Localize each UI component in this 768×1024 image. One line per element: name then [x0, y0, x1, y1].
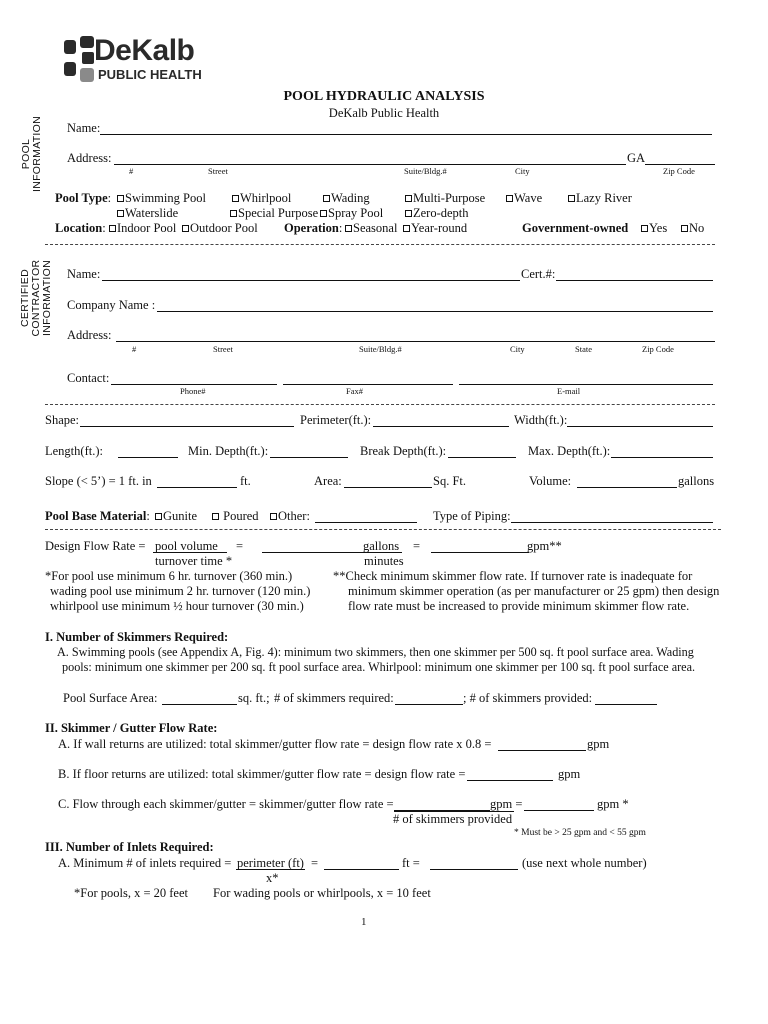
piping-label: Type of Piping:	[433, 509, 511, 523]
contact-phone-field[interactable]	[111, 384, 277, 385]
section2-c-unit: gpm *	[597, 797, 629, 811]
contractor-addr-sub-city: City	[510, 344, 525, 354]
govt-yes[interactable]	[641, 221, 667, 235]
checkbox-icon[interactable]	[681, 225, 688, 232]
base-poured-label: Poured	[223, 509, 259, 523]
contractor-addr-sub-state: State	[575, 344, 592, 354]
contractor-name-label: Name:	[67, 267, 101, 281]
checkbox-icon[interactable]	[405, 210, 412, 217]
skimmers-required-label: # of skimmers required:	[274, 691, 394, 705]
section3-fraction-bar	[236, 869, 305, 870]
length-label: Length(ft.):	[45, 444, 103, 458]
govt-label: Government-owned	[522, 221, 629, 235]
skimmers-required-field[interactable]	[395, 704, 463, 705]
section3-ft-eq: ft =	[402, 856, 420, 870]
flow-note-left-2: wading pool use minimum 2 hr. turnover (120 min.)	[50, 584, 311, 598]
pool-type-multipurpose-label: Multi-Purpose	[413, 191, 486, 205]
section2-c: C. Flow through each skimmer/gutter = skimmer/gutter flow rate =	[58, 797, 394, 811]
pool-type-special-label: Special Purpose	[238, 206, 319, 220]
pool-state: GA	[627, 151, 646, 165]
section3-equals: =	[311, 856, 319, 870]
section2-c-note: * Must be > 25 gpm and < 55 gpm	[514, 828, 646, 838]
contractor-name-field[interactable]	[102, 280, 520, 281]
location-label-text: Location	[55, 221, 103, 235]
contact-email-field[interactable]	[459, 384, 713, 385]
flow-gallons: gallons	[363, 539, 400, 553]
checkbox-icon[interactable]	[345, 225, 352, 232]
location-label: Location:	[55, 221, 106, 235]
pool-type-spray-label: Spray Pool	[328, 206, 384, 220]
section3-heading: III. Number of Inlets Required:	[45, 840, 214, 854]
section1-heading: I. Number of Skimmers Required:	[45, 630, 229, 644]
pool-address-field[interactable]	[114, 164, 626, 165]
flow-gallons-bar	[362, 552, 402, 553]
flow-numerator: pool volume	[155, 539, 218, 553]
operation-seasonal[interactable]	[345, 221, 397, 235]
checkbox-icon[interactable]	[109, 225, 116, 232]
page-number: 1	[361, 916, 367, 928]
pool-type-whirlpool[interactable]	[232, 191, 291, 205]
flow-equals: =	[236, 539, 244, 553]
slope-field[interactable]	[157, 487, 237, 488]
section3-note-wading: For wading pools or whirlpools, x = 10 feet	[213, 886, 431, 900]
section1-text-2: pools: minimum one skimmer per 200 sq. ft pool surface area. Whirlpool: minimum one skimmer per 100 sq. ft pool surface area.	[62, 660, 696, 674]
pool-type-special[interactable]	[230, 206, 318, 220]
contractor-cert-label: Cert.#:	[521, 267, 556, 281]
section2-a: A. If wall returns are utilized: total skimmer/gutter flow rate = design flow rate x 0.8 =	[58, 737, 492, 751]
volume-label: Volume:	[529, 474, 572, 488]
base-gunite-label: Gunite	[163, 509, 198, 523]
checkbox-icon[interactable]	[568, 195, 575, 202]
contact-label: Contact:	[67, 371, 110, 385]
max-depth-field[interactable]	[611, 457, 713, 458]
checkbox-icon[interactable]	[506, 195, 513, 202]
contact-fax-field[interactable]	[283, 384, 453, 385]
pool-addr-sub-zip: Zip Code	[663, 166, 695, 176]
logo-name: DeKalb	[94, 34, 195, 67]
break-depth-label: Break Depth(ft.):	[360, 444, 447, 458]
flow-minutes: minutes	[364, 554, 404, 568]
base-other-label: Other:	[278, 509, 310, 523]
side-label-contractor-line1: CERTIFIED	[19, 269, 31, 327]
contact-sub-fax: Fax#	[346, 386, 363, 396]
flow-note-left-1: *For pool use minimum 6 hr. turnover (360 min.)	[45, 569, 293, 583]
volume-unit: gallons	[678, 474, 715, 488]
divider	[45, 529, 721, 530]
checkbox-icon[interactable]	[641, 225, 648, 232]
section3-denominator: x*	[266, 871, 279, 885]
operation-yearround[interactable]	[403, 221, 467, 235]
divider	[45, 404, 715, 405]
pool-type-multipurpose[interactable]	[405, 191, 485, 205]
pool-type-whirlpool-label: Whirlpool	[240, 191, 292, 205]
flow-gpm-field[interactable]	[431, 552, 529, 553]
piping-field[interactable]	[511, 522, 713, 523]
min-depth-label: Min. Depth(ft.):	[188, 444, 269, 458]
location-indoor[interactable]	[109, 221, 176, 235]
flow-fraction-bar	[153, 552, 227, 553]
slope-unit: ft.	[240, 474, 251, 488]
base-gunite[interactable]	[155, 509, 197, 523]
flow-note-right-1: **Check minimum skimmer flow rate. If turnover rate is inadequate for	[333, 569, 693, 583]
section3-a: A. Minimum # of inlets required =	[58, 856, 232, 870]
side-label-pool	[21, 114, 45, 194]
operation-label-text: Operation	[284, 221, 339, 235]
flow-denominator: turnover time *	[155, 554, 233, 568]
section2-heading: II. Skimmer / Gutter Flow Rate:	[45, 721, 218, 735]
section3-value-field[interactable]	[324, 869, 399, 870]
contractor-address-label: Address:	[67, 328, 112, 342]
slope-label: Slope (< 5’) = 1 ft. in	[45, 474, 152, 488]
base-other-field[interactable]	[315, 522, 417, 523]
section2-c-result-field[interactable]	[524, 810, 594, 811]
divider	[45, 244, 715, 245]
side-label-pool-line1: POOL	[20, 138, 32, 170]
area-label: Area:	[314, 474, 342, 488]
pool-type-wave[interactable]	[506, 191, 542, 205]
base-material-label: Pool Base Material:	[45, 509, 150, 523]
section2-b: B. If floor returns are utilized: total skimmer/gutter flow rate = design flow rate =	[58, 767, 466, 781]
perimeter-field[interactable]	[373, 426, 509, 427]
govt-no[interactable]	[681, 221, 704, 235]
checkbox-icon[interactable]	[232, 195, 239, 202]
shape-field[interactable]	[80, 426, 294, 427]
pool-zip-field[interactable]	[645, 164, 715, 165]
checkbox-icon[interactable]	[320, 210, 327, 217]
contractor-addr-sub-suite: Suite/Bldg.#	[359, 344, 402, 354]
contractor-addr-sub-num: #	[132, 344, 137, 354]
pool-type-spray[interactable]	[320, 206, 383, 220]
skimmers-provided-label: ; # of skimmers provided:	[463, 691, 593, 705]
operation-yearround-label: Year-round	[411, 221, 468, 235]
pool-type-lazyriver[interactable]	[568, 191, 632, 205]
section2-a-unit: gpm	[587, 737, 610, 751]
pool-addr-sub-suite: Suite/Bldg.#	[404, 166, 447, 176]
base-poured[interactable]	[212, 509, 259, 523]
contractor-addr-sub-zip: Zip Code	[642, 344, 674, 354]
checkbox-icon[interactable]	[155, 513, 162, 520]
pool-type-zerodepth-label: Zero-depth	[413, 206, 469, 220]
side-label-contractor	[20, 250, 54, 346]
company-name-label: Company Name :	[67, 298, 156, 312]
surface-area-field[interactable]	[162, 704, 237, 705]
checkbox-icon[interactable]	[403, 225, 410, 232]
pool-name-field[interactable]	[100, 134, 712, 135]
section2-a-field[interactable]	[498, 750, 586, 751]
govt-no-label: No	[689, 221, 705, 235]
contractor-address-field[interactable]	[116, 341, 715, 342]
checkbox-icon[interactable]	[182, 225, 189, 232]
surface-area-label: Pool Surface Area:	[63, 691, 158, 705]
logo	[60, 34, 220, 88]
operation-seasonal-label: Seasonal	[353, 221, 398, 235]
base-material-label-text: Pool Base Material	[45, 509, 147, 523]
perimeter-label: Perimeter(ft.):	[300, 413, 372, 427]
pool-type-waterslide[interactable]	[117, 206, 178, 220]
flow-gallons-field[interactable]	[262, 552, 362, 553]
flow-note-right-2: minimum skimmer operation (as per manufacturer or 25 gpm) then design	[348, 584, 720, 598]
checkbox-icon[interactable]	[212, 513, 219, 520]
length-field[interactable]	[118, 457, 178, 458]
company-name-field[interactable]	[157, 311, 713, 312]
width-field[interactable]	[567, 426, 713, 427]
section2-b-unit: gpm	[558, 767, 581, 781]
break-depth-field[interactable]	[448, 457, 516, 458]
section3-numerator: perimeter (ft)	[237, 856, 304, 870]
side-label-contractor-line2: CONTRACTOR	[30, 259, 42, 337]
area-unit: Sq. Ft.	[433, 474, 467, 488]
operation-label: Operation:	[284, 221, 343, 235]
pool-type-waterslide-label: Waterslide	[125, 206, 179, 220]
width-label: Width(ft.):	[514, 413, 568, 427]
checkbox-icon[interactable]	[323, 195, 330, 202]
section1-text-1: A. Swimming pools (see Appendix A, Fig. 4): minimum two skimmers, then one skimmer per 500 sq. ft pool surface area. Wading	[57, 645, 694, 659]
contractor-addr-sub-street: Street	[213, 344, 233, 354]
pool-type-swimming[interactable]	[117, 191, 206, 205]
form-subtitle: DeKalb Public Health	[328, 106, 440, 120]
skimmers-provided-field[interactable]	[595, 704, 657, 705]
shape-label: Shape:	[45, 413, 80, 427]
flow-label: Design Flow Rate =	[45, 539, 146, 553]
pool-name-label: Name:	[67, 121, 101, 135]
pool-addr-sub-street: Street	[208, 166, 228, 176]
side-label-pool-line2: INFORMATION	[31, 116, 43, 193]
location-outdoor[interactable]	[182, 221, 258, 235]
form-title: POOL HYDRAULIC ANALYSIS	[283, 89, 485, 104]
flow-gpm: gpm**	[527, 539, 562, 553]
base-other[interactable]	[270, 509, 310, 523]
flow-note-left-3: whirlpool use minimum ½ hour turnover (30 min.)	[50, 599, 304, 613]
contact-sub-phone: Phone#	[180, 386, 206, 396]
section3-next: (use next whole number)	[522, 856, 647, 870]
govt-yes-label: Yes	[649, 221, 668, 235]
logo-tagline: PUBLIC HEALTH	[98, 67, 202, 82]
pool-type-label-text: Pool Type	[55, 191, 108, 205]
section3-note-pools: *For pools, x = 20 feet	[74, 886, 188, 900]
area-field[interactable]	[344, 487, 432, 488]
pool-address-label: Address:	[67, 151, 112, 165]
pool-addr-sub-num: #	[129, 166, 134, 176]
checkbox-icon[interactable]	[270, 513, 277, 520]
section2-c-denominator: # of skimmers provided	[393, 812, 513, 826]
location-indoor-label: Indoor Pool	[117, 221, 177, 235]
contractor-cert-field[interactable]	[556, 280, 713, 281]
pool-type-swimming-label: Swimming Pool	[125, 191, 206, 205]
pool-type-wave-label: Wave	[514, 191, 543, 205]
volume-field[interactable]	[577, 487, 677, 488]
checkbox-icon[interactable]	[230, 210, 237, 217]
pool-type-lazyriver-label: Lazy River	[576, 191, 632, 205]
surface-area-unit: sq. ft.;	[238, 691, 270, 705]
min-depth-field[interactable]	[270, 457, 348, 458]
flow-equals-2: =	[413, 539, 421, 553]
section2-b-field[interactable]	[467, 780, 553, 781]
checkbox-icon[interactable]	[117, 195, 124, 202]
pool-type-label: Pool Type:	[55, 191, 112, 205]
flow-note-right-3: flow rate must be increased to provide minimum skimmer flow rate.	[348, 599, 690, 613]
pool-type-wading-label: Wading	[331, 191, 370, 205]
location-outdoor-label: Outdoor Pool	[190, 221, 258, 235]
checkbox-icon[interactable]	[405, 195, 412, 202]
checkbox-icon[interactable]	[117, 210, 124, 217]
max-depth-label: Max. Depth(ft.):	[528, 444, 611, 458]
side-label-contractor-line3: INFORMATION	[41, 260, 53, 337]
section3-result-field[interactable]	[430, 869, 518, 870]
contact-sub-email: E-mail	[557, 386, 581, 396]
pool-type-wading[interactable]	[323, 191, 370, 205]
pool-addr-sub-city: City	[515, 166, 530, 176]
pool-type-zerodepth[interactable]	[405, 206, 469, 220]
section2-c-gpm-eq: gpm =	[490, 797, 523, 811]
